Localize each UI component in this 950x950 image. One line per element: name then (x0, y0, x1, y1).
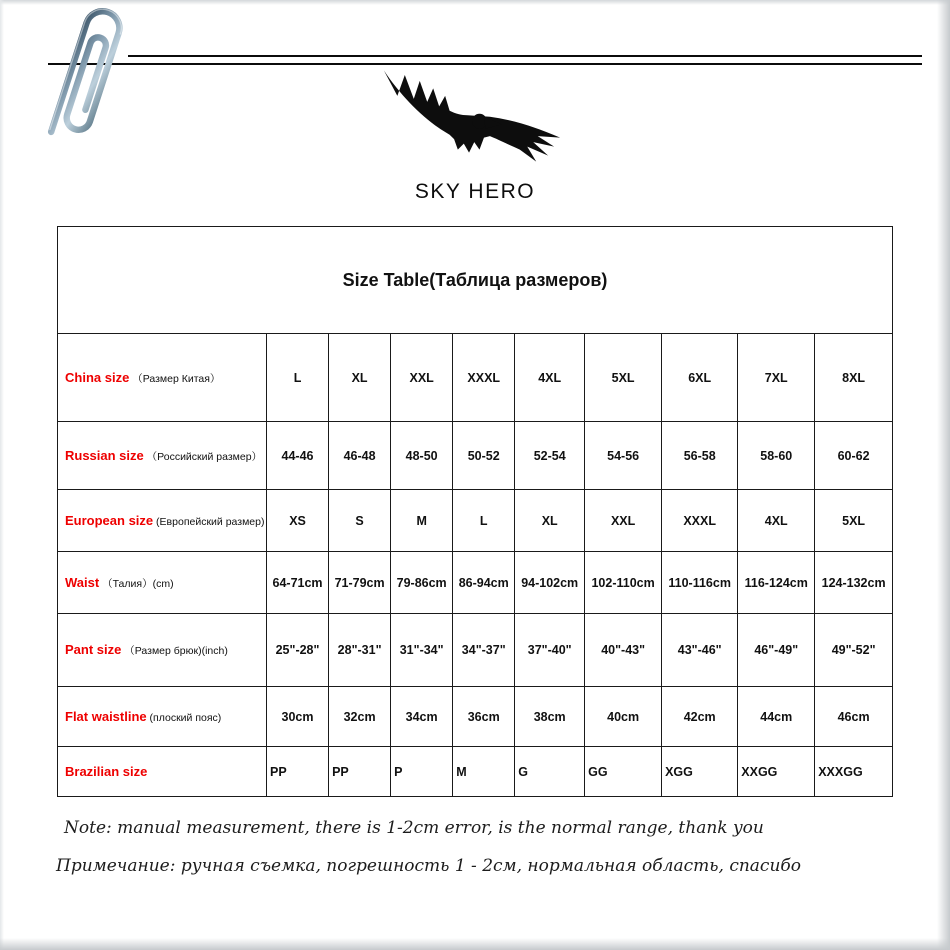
size-value-cell: 40"-43" (585, 614, 662, 687)
row-label (58, 422, 267, 490)
size-value-cell: 52-54 (515, 422, 585, 490)
table-row (58, 614, 893, 687)
size-value-cell: XXXL (662, 490, 738, 552)
size-value-cell: 49"-52" (815, 614, 893, 687)
size-value-cell: 71-79cm (329, 552, 391, 614)
size-value-cell: 86-94cm (453, 552, 515, 614)
size-value-cell: M (453, 747, 515, 797)
size-value-cell: P (391, 747, 453, 797)
page-edge-top (0, 0, 950, 5)
row-label-note: （Размер брюк)(inch) (121, 645, 228, 657)
page-edge-bottom (0, 938, 950, 950)
size-value-cell: XXL (585, 490, 662, 552)
row-label (58, 552, 267, 614)
size-value-cell: XXGG (738, 747, 815, 797)
size-value-cell: 30cm (267, 687, 329, 747)
size-value-cell: 50-52 (453, 422, 515, 490)
size-table (57, 226, 893, 797)
size-value-cell: XS (267, 490, 329, 552)
table-row (58, 747, 893, 797)
table-row (58, 422, 893, 490)
row-label (58, 334, 267, 422)
size-value-cell: 25"-28" (267, 614, 329, 687)
row-label-text: Brazilian size (65, 763, 148, 779)
table-row (58, 334, 893, 422)
size-value-cell: 56-58 (662, 422, 738, 490)
size-value-cell: L (267, 334, 329, 422)
size-value-cell: PP (267, 747, 329, 797)
row-label-text: Russian size (65, 447, 144, 463)
size-value-cell: 58-60 (738, 422, 815, 490)
row-label-note: （Талия）(cm) (99, 577, 174, 590)
size-value-cell: 79-86cm (391, 552, 453, 614)
size-value-cell: 44-46 (267, 422, 329, 490)
size-value-cell: XXXL (453, 334, 515, 422)
row-label-note: （Размер Китая） (129, 372, 221, 385)
size-value-cell: 54-56 (585, 422, 662, 490)
size-value-cell: 116-124cm (738, 552, 815, 614)
size-value-cell: 110-116cm (662, 552, 738, 614)
size-value-cell: XL (515, 490, 585, 552)
size-value-cell: XL (329, 334, 391, 422)
brand-name: SKY HERO (414, 180, 536, 203)
size-value-cell: G (515, 747, 585, 797)
row-label (58, 614, 267, 687)
size-value-cell: 28"-31" (329, 614, 391, 687)
size-value-cell: 6XL (662, 334, 738, 422)
row-label-text: Flat waistline (65, 708, 147, 724)
size-value-cell: S (329, 490, 391, 552)
size-value-cell: XXXGG (815, 747, 893, 797)
size-value-cell: 46cm (815, 687, 893, 747)
note-russian: Примечание: ручная съемка, погрешность 1 - 2см, нормальная область, спасибо (56, 856, 802, 876)
row-label-text: China size (65, 369, 130, 385)
row-label-note: (Европейский размер) (153, 515, 265, 528)
row-label-text: European size (65, 512, 154, 528)
size-value-cell: 42cm (662, 687, 738, 747)
eagle-icon (377, 66, 573, 178)
row-label (58, 490, 267, 552)
size-table-body (58, 334, 893, 797)
row-label-text: Waist (65, 574, 100, 590)
size-value-cell: 34"-37" (453, 614, 515, 687)
size-value-cell: XGG (662, 747, 738, 797)
size-value-cell: 46"-49" (738, 614, 815, 687)
table-row (58, 490, 893, 552)
size-value-cell: 7XL (738, 334, 815, 422)
brand-header (0, 66, 950, 204)
size-value-cell: 60-62 (815, 422, 893, 490)
size-value-cell: 5XL (815, 490, 893, 552)
size-value-cell: L (453, 490, 515, 552)
size-value-cell: 37"-40" (515, 614, 585, 687)
size-value-cell: 38cm (515, 687, 585, 747)
header-rule-bottom (48, 63, 922, 65)
row-label-note: (плоский пояс) (146, 711, 222, 724)
size-value-cell: XXL (391, 334, 453, 422)
size-value-cell: 44cm (738, 687, 815, 747)
size-value-cell: 94-102cm (515, 552, 585, 614)
size-value-cell: 8XL (815, 334, 893, 422)
size-value-cell: 46-48 (329, 422, 391, 490)
size-value-cell: GG (585, 747, 662, 797)
header-rule-top (128, 55, 922, 57)
size-value-cell: 4XL (738, 490, 815, 552)
row-label (58, 687, 267, 747)
size-value-cell: 5XL (585, 334, 662, 422)
table-title-row (58, 227, 893, 334)
size-value-cell: 48-50 (391, 422, 453, 490)
size-value-cell: 31"-34" (391, 614, 453, 687)
size-value-cell: 124-132cm (815, 552, 893, 614)
table-row (58, 687, 893, 747)
size-value-cell: 102-110cm (585, 552, 662, 614)
size-value-cell: PP (329, 747, 391, 797)
table-title: Size Table(Таблица размеров) (58, 227, 893, 334)
row-label (58, 747, 267, 797)
row-label-text: Pant size (65, 642, 122, 657)
table-row (58, 552, 893, 614)
size-value-cell: 64-71cm (267, 552, 329, 614)
row-label-note: （Российский размер） (143, 450, 263, 463)
note-english: Note: manual measurement, there is 1-2cm error, is the normal range, thank you (64, 818, 764, 838)
size-value-cell: 4XL (515, 334, 585, 422)
size-value-cell: 40cm (585, 687, 662, 747)
size-value-cell: 34cm (391, 687, 453, 747)
size-value-cell: 32cm (329, 687, 391, 747)
size-value-cell: 36cm (453, 687, 515, 747)
size-value-cell: M (391, 490, 453, 552)
size-value-cell: 43"-46" (662, 614, 738, 687)
